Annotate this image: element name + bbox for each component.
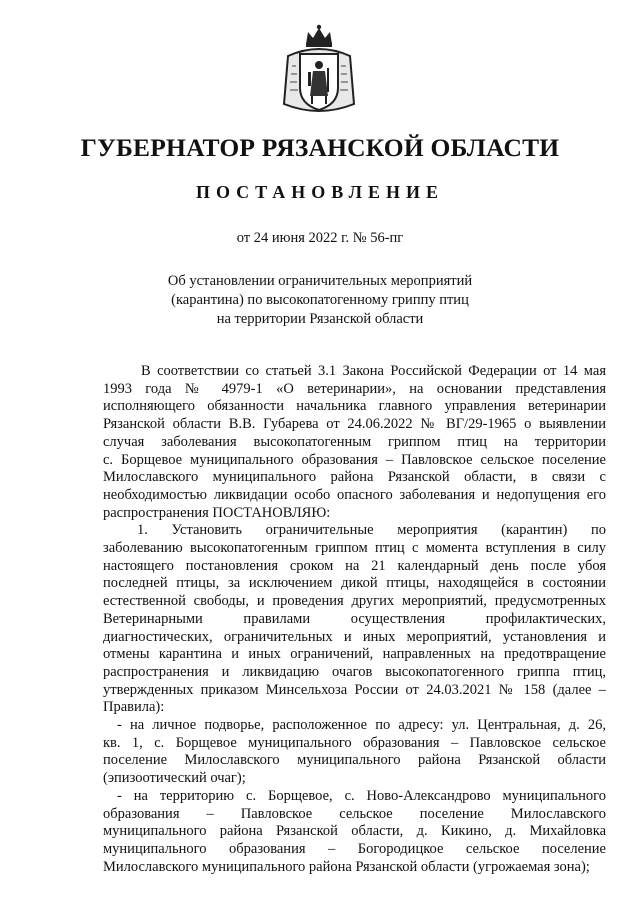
body-line: диагностических, ограничительных и иных мероприятий, установления и	[103, 628, 606, 645]
body-line: заболеванию высокопатогенным гриппом птиц с момента вступления в силу	[103, 540, 606, 557]
ryazan-coat-of-arms-emblem-icon	[278, 22, 360, 122]
body-line: последней птицы, за исключением дикой птицы, находящейся в состоянии	[103, 575, 606, 592]
body-line: муниципального района Рязанской области, д. Кикино, д. Михайловка	[103, 823, 606, 840]
body-line: распространения и ликвидацию очагов высокопатогенного гриппа птиц,	[103, 663, 606, 680]
body-line: Правила):	[103, 699, 165, 716]
document-date-number: от 24 июня 2022 г. № 56-пг	[236, 230, 404, 246]
body-line: (эпизоотический очаг);	[103, 770, 246, 787]
body-line: кв. 1, с. Борщевое муниципального образования – Павловское сельское	[103, 734, 606, 751]
subject-line: (карантина) по высокопатогенному гриппу птиц	[171, 292, 469, 308]
body-line: - на территорию с. Борщевое, с. Ново-Александрово муниципального	[117, 787, 606, 804]
body-line: с. Борщевое муниципального образования – Павловское сельское поселение	[103, 451, 606, 468]
subject-line: Об установлении ограничительных мероприятий	[167, 273, 473, 289]
body-line: 1993 года № 4979-1 «О ветеринарии», на основании представления	[103, 380, 606, 397]
body-line: - на личное подворье, расположенное по адресу: ул. Центральная, д. 26,	[117, 717, 606, 734]
body-line: Ветеринарными правилами осуществления профилактических,	[103, 610, 606, 627]
document-body	[103, 363, 606, 876]
body-line: исполняющего обязанности начальника главного управления ветеринарии	[103, 398, 606, 415]
body-line: Милославского муниципального района Рязанской области, в связи с	[103, 469, 606, 486]
body-line: случая заболевания высокопатогенным гриппом птиц на территории	[103, 433, 606, 450]
body-line: отмены карантина и иных ограничений, направленных на предотвращение	[103, 646, 606, 663]
body-line: утвержденных приказом Минсельхоза России от 24.03.2021 № 158 (далее –	[103, 681, 606, 698]
body-line: муниципального образования – Богородицкое сельское поселение	[103, 840, 606, 857]
body-line: Милославского муниципального района Рязанской области (угрожаемая зона);	[103, 858, 590, 875]
body-line: естественной свободы, и проведения других мероприятий, предусмотренных	[103, 593, 606, 610]
body-line: настоящего постановления сроком на 21 календарный день после убоя	[103, 557, 606, 574]
body-line: распространения ПОСТАНОВЛЯЮ:	[103, 504, 331, 521]
body-line: 1. Установить ограничительные мероприятия (карантин) по	[137, 522, 606, 539]
subject-line: на территории Рязанской области	[216, 311, 424, 327]
body-line: поселение Милославского муниципального района Рязанской области	[103, 752, 606, 769]
body-line: Рязанской области В.В. Губарева от 24.06.2022 № ВГ/29-1965 о выявлении	[103, 416, 606, 433]
governor-title: ГУБЕРНАТОР РЯЗАНСКОЙ ОБЛАСТИ	[80, 133, 560, 162]
body-line: необходимостью ликвидации особо опасного заболевания и недопущения его	[103, 486, 606, 503]
body-line: В соответствии со статьей 3.1 Закона Российской Федерации от 14 мая	[141, 363, 606, 379]
document-type: ПОСТАНОВЛЕНИЕ	[195, 182, 445, 202]
document-subject	[150, 272, 490, 329]
body-line: образования – Павловское сельское поселение Милославского	[103, 805, 606, 822]
